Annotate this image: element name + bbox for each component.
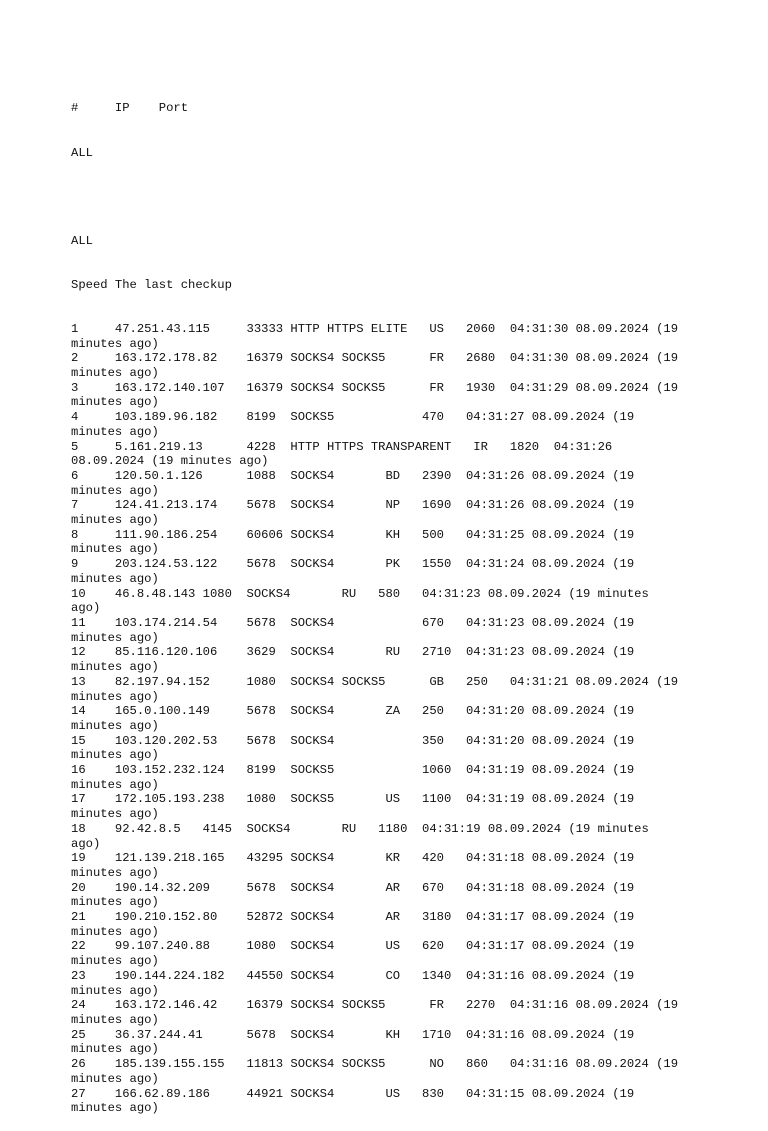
proxy-row-line: 3 163.172.140.107 16379 SOCKS4 SOCKS5 FR 1930 04:31:29 08.09.2024 (19	[71, 380, 679, 395]
proxy-row-line: 23 190.144.224.182 44550 SOCKS4 CO 1340 04:31:16 08.09.2024 (19	[71, 968, 635, 983]
proxy-row-continuation: minutes ago)	[71, 777, 159, 792]
header-columns-line: # IP Port	[71, 101, 189, 116]
proxy-row-line: 17 172.105.193.238 1080 SOCKS5 US 1100 04:31:19 08.09.2024 (19	[71, 792, 635, 807]
proxy-list-document	[71, 72, 751, 1131]
proxy-row-continuation: minutes ago)	[71, 513, 159, 528]
proxy-row-line: 10 46.8.48.143 1080 SOCKS4 RU 580 04:31:23 08.09.2024 (19 minutes	[71, 586, 649, 601]
proxy-row-continuation: ago)	[71, 601, 101, 616]
proxy-row-line: 13 82.197.94.152 1080 SOCKS4 SOCKS5 GB 250 04:31:21 08.09.2024 (19	[71, 674, 679, 689]
proxy-row-continuation: minutes ago)	[71, 1071, 159, 1086]
proxy-row-continuation: minutes ago)	[71, 660, 159, 675]
proxy-row-continuation: minutes ago)	[71, 542, 159, 557]
proxy-row-line: 4 103.189.96.182 8199 SOCKS5 470 04:31:27 08.09.2024 (19	[71, 410, 635, 425]
proxy-row-continuation: minutes ago)	[71, 395, 159, 410]
proxy-row-line: 16 103.152.232.124 8199 SOCKS5 1060 04:31:19 08.09.2024 (19	[71, 763, 635, 778]
proxy-row-continuation: 08.09.2024 (19 minutes ago)	[71, 454, 269, 469]
proxy-row-line: 14 165.0.100.149 5678 SOCKS4 ZA 250 04:31:20 08.09.2024 (19	[71, 704, 635, 719]
proxy-row-continuation: minutes ago)	[71, 718, 159, 733]
proxy-row-line: 9 203.124.53.122 5678 SOCKS4 PK 1550 04:31:24 08.09.2024 (19	[71, 557, 635, 572]
proxy-row-line: 8 111.90.186.254 60606 SOCKS4 KH 500 04:31:25 08.09.2024 (19	[71, 527, 635, 542]
proxy-row-line: 5 5.161.219.13 4228 HTTP HTTPS TRANSPARENT IR 1820 04:31:26	[71, 439, 613, 454]
proxy-row-continuation: minutes ago)	[71, 336, 159, 351]
proxy-row-line: 22 99.107.240.88 1080 SOCKS4 US 620 04:31:17 08.09.2024 (19	[71, 939, 635, 954]
proxy-row-continuation: minutes ago)	[71, 1012, 159, 1027]
proxy-row-continuation: ago)	[71, 836, 101, 851]
proxy-rows	[71, 322, 751, 1116]
proxy-row-continuation: minutes ago)	[71, 366, 159, 381]
proxy-row-line: 27 166.62.89.186 44921 SOCKS4 US 830 04:31:15 08.09.2024 (19	[71, 1086, 635, 1101]
proxy-row-line: 11 103.174.214.54 5678 SOCKS4 670 04:31:23 08.09.2024 (19	[71, 616, 635, 630]
proxy-row-continuation: minutes ago)	[71, 571, 159, 586]
proxy-row-continuation: minutes ago)	[71, 954, 159, 969]
proxy-row-line: 1 47.251.43.115 33333 HTTP HTTPS ELITE US 2060 04:31:30 08.09.2024 (19	[71, 321, 679, 336]
proxy-row-line: 26 185.139.155.155 11813 SOCKS4 SOCKS5 NO 860 04:31:16 08.09.2024 (19	[71, 1057, 679, 1072]
proxy-row-continuation: minutes ago)	[71, 424, 159, 439]
header-speed-checkup-line: Speed The last checkup	[71, 277, 232, 292]
proxy-row-line: 25 36.37.244.41 5678 SOCKS4 KH 1710 04:31:16 08.09.2024 (19	[71, 1027, 635, 1042]
proxy-row-continuation: minutes ago)	[71, 807, 159, 822]
proxy-row-continuation: minutes ago)	[71, 748, 159, 763]
proxy-row-continuation: minutes ago)	[71, 483, 159, 498]
proxy-row-line: 18 92.42.8.5 4145 SOCKS4 RU 1180 04:31:19 08.09.2024 (19 minutes	[71, 821, 649, 836]
proxy-row-continuation: minutes ago)	[71, 983, 159, 998]
proxy-row-line: 19 121.139.218.165 43295 SOCKS4 KR 420 04:31:18 08.09.2024 (19	[71, 851, 635, 866]
proxy-row-line: 24 163.172.146.42 16379 SOCKS4 SOCKS5 FR 2270 04:31:16 08.09.2024 (19	[71, 998, 679, 1013]
header-filter-all-1: ALL	[71, 145, 93, 160]
proxy-row-line: 20 190.14.32.209 5678 SOCKS4 AR 670 04:31:18 08.09.2024 (19	[71, 880, 635, 895]
proxy-row-continuation: minutes ago)	[71, 1042, 159, 1057]
header-filter-all-2: ALL	[71, 233, 93, 248]
proxy-row-line: 12 85.116.120.106 3629 SOCKS4 RU 2710 04:31:23 08.09.2024 (19	[71, 645, 635, 660]
header-blank-line	[71, 190, 751, 205]
proxy-row-line: 6 120.50.1.126 1088 SOCKS4 BD 2390 04:31:26 08.09.2024 (19	[71, 468, 635, 483]
proxy-row-continuation: minutes ago)	[71, 895, 159, 910]
proxy-row-continuation: minutes ago)	[71, 630, 159, 645]
proxy-row-continuation: minutes ago)	[71, 1101, 159, 1116]
proxy-row-continuation: minutes ago)	[71, 689, 159, 704]
proxy-row-line: 15 103.120.202.53 5678 SOCKS4 350 04:31:20 08.09.2024 (19	[71, 733, 635, 748]
proxy-row-line: 2 163.172.178.82 16379 SOCKS4 SOCKS5 FR 2680 04:31:30 08.09.2024 (19	[71, 351, 679, 366]
proxy-row-line: 21 190.210.152.80 52872 SOCKS4 AR 3180 04:31:17 08.09.2024 (19	[71, 910, 635, 925]
proxy-row-continuation: minutes ago)	[71, 924, 159, 939]
proxy-row-continuation: minutes ago)	[71, 865, 159, 880]
proxy-row-line: 7 124.41.213.174 5678 SOCKS4 NP 1690 04:31:26 08.09.2024 (19	[71, 498, 635, 513]
